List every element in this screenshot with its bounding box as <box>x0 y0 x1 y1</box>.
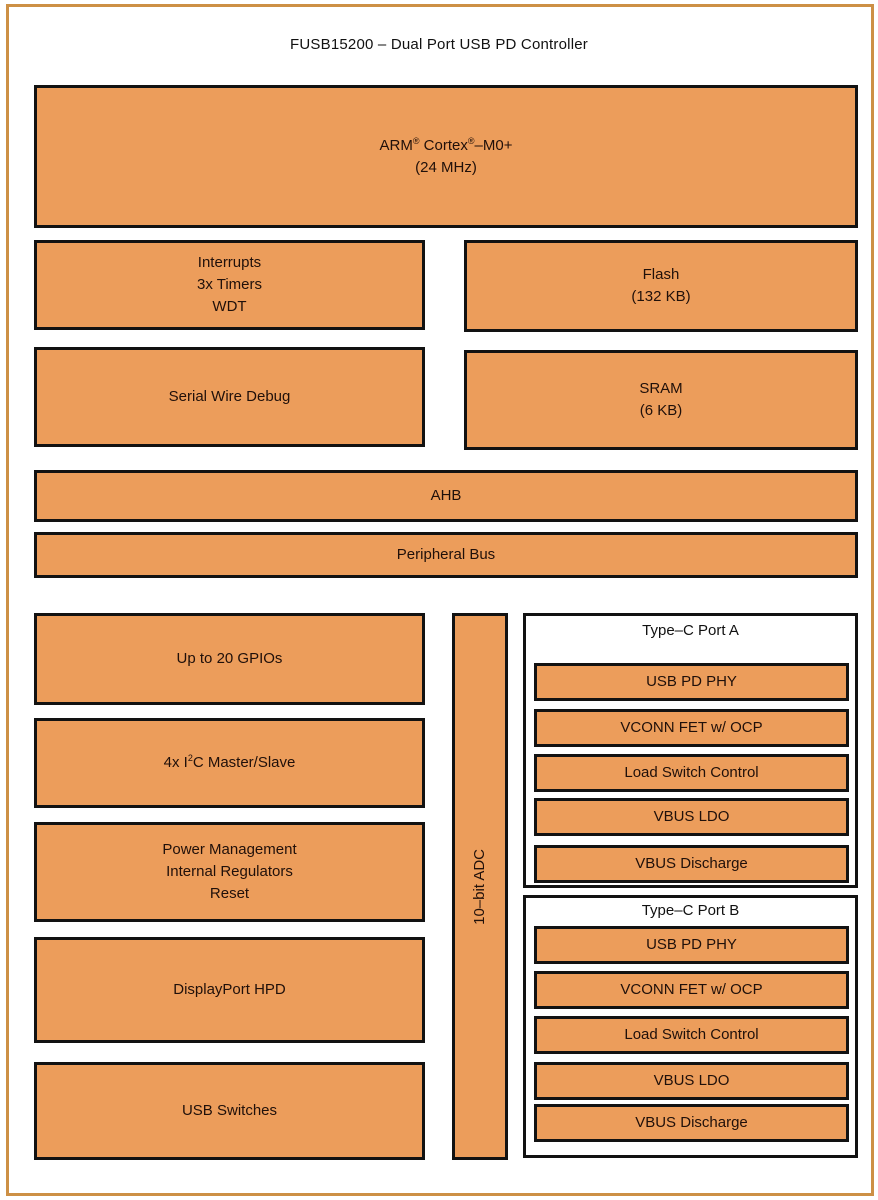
block-displayport-hpd <box>34 937 425 1043</box>
block-serial-wire-debug <box>34 347 425 447</box>
serial-wire-debug-label: Serial Wire Debug <box>168 388 291 405</box>
block-i2c <box>34 718 425 808</box>
block-usb-switches <box>34 1062 425 1160</box>
port-b-usb-pd-phy: USB PD PHY <box>534 926 849 964</box>
port-a-vbus-ldo: VBUS LDO <box>534 798 849 836</box>
displayport-hpd-label: DisplayPort HPD <box>173 981 286 998</box>
flash-label: Flash (132 KB) <box>631 266 691 305</box>
port-b-vbus-discharge: VBUS Discharge <box>534 1104 849 1142</box>
diagram-title: FUSB15200 – Dual Port USB PD Controller <box>290 36 588 53</box>
block-peripheral-bus <box>34 532 858 578</box>
registered-mark: ® <box>412 135 420 146</box>
block-power-management <box>34 822 425 922</box>
superscript-2: 2 <box>187 753 193 763</box>
port-a-vbus-discharge: VBUS Discharge <box>534 845 849 883</box>
registered-mark: ® <box>467 135 475 146</box>
cpu-label-line2: (24 MHz) <box>415 158 477 176</box>
cpu-label <box>380 135 513 179</box>
block-ahb <box>34 470 858 522</box>
port-b-vconn-fet: VCONN FET w/ OCP <box>534 971 849 1009</box>
power-management-label: Power Management Internal Regulators Reset <box>162 841 297 902</box>
ahb-label: AHB <box>430 487 462 504</box>
block-flash <box>464 240 858 332</box>
block-gpio <box>34 613 425 705</box>
block-cpu <box>34 85 858 228</box>
port-b-vbus-ldo: VBUS LDO <box>534 1062 849 1100</box>
port-b-load-switch-control: Load Switch Control <box>534 1016 849 1054</box>
adc-label: 10–bit ADC <box>471 848 488 925</box>
port-a-load-switch-control: Load Switch Control <box>534 754 849 792</box>
block-interrupts-timers-wdt <box>34 240 425 330</box>
block-sram <box>464 350 858 450</box>
sram-label: SRAM (6 KB) <box>639 380 683 419</box>
peripheral-bus-label: Peripheral Bus <box>396 546 496 563</box>
block-adc <box>452 613 508 1160</box>
panel-type-c-port-b <box>523 895 858 1158</box>
port-b-title: Type–C Port B <box>641 902 740 919</box>
panel-type-c-port-a <box>523 613 858 888</box>
port-a-title: Type–C Port A <box>642 622 739 639</box>
port-a-vconn-fet: VCONN FET w/ OCP <box>534 709 849 747</box>
gpio-label: Up to 20 GPIOs <box>176 650 283 667</box>
cpu-label-line1: ARM® Cortex®–M0+ <box>379 135 513 154</box>
usb-switches-label: USB Switches <box>181 1102 278 1119</box>
port-a-usb-pd-phy: USB PD PHY <box>534 663 849 701</box>
i2c-label: 4x $I^2C$ Master/Slave <box>163 753 296 771</box>
interrupts-label: Interrupts 3x Timers WDT <box>196 254 262 315</box>
